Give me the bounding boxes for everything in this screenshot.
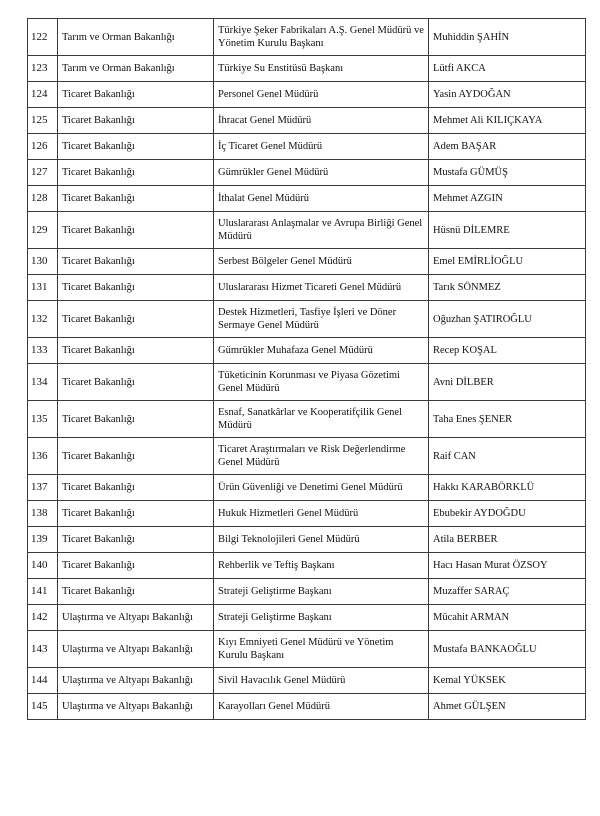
row-number: 141 <box>28 579 58 605</box>
ministry-cell: Ticaret Bakanlığı <box>58 301 214 338</box>
ministry-cell: Ticaret Bakanlığı <box>58 364 214 401</box>
name-cell: Mehmet Ali KILIÇKAYA <box>429 108 586 134</box>
row-number: 138 <box>28 501 58 527</box>
table-row <box>28 694 586 720</box>
position-cell: Ticaret Araştırmaları ve Risk Değerlendirme Genel Müdürü <box>214 438 429 475</box>
name-cell: Muhiddin ŞAHİN <box>429 19 586 56</box>
ministry-cell: Ticaret Bakanlığı <box>58 249 214 275</box>
table-row <box>28 19 586 56</box>
ministry-cell: Ticaret Bakanlığı <box>58 134 214 160</box>
table-row <box>28 82 586 108</box>
row-number: 126 <box>28 134 58 160</box>
name-cell: Kemal YÜKSEK <box>429 668 586 694</box>
row-number: 145 <box>28 694 58 720</box>
name-cell: Avni DİLBER <box>429 364 586 401</box>
row-number: 144 <box>28 668 58 694</box>
position-cell: Uluslararası Hizmet Ticareti Genel Müdürü <box>214 275 429 301</box>
name-cell: Yasin AYDOĞAN <box>429 82 586 108</box>
name-cell: Ebubekir AYDOĞDU <box>429 501 586 527</box>
position-cell: Bilgi Teknolojileri Genel Müdürü <box>214 527 429 553</box>
ministry-cell: Tarım ve Orman Bakanlığı <box>58 56 214 82</box>
table-row <box>28 438 586 475</box>
table-row <box>28 668 586 694</box>
ministry-cell: Ticaret Bakanlığı <box>58 108 214 134</box>
name-cell: Recep KOŞAL <box>429 338 586 364</box>
name-cell: Taha Enes ŞENER <box>429 401 586 438</box>
name-cell: Mustafa BANKAOĞLU <box>429 631 586 668</box>
position-cell: Ürün Güvenliği ve Denetimi Genel Müdürü <box>214 475 429 501</box>
table-row <box>28 160 586 186</box>
name-cell: Mücahit ARMAN <box>429 605 586 631</box>
name-cell: Hakkı KARABÖRKLÜ <box>429 475 586 501</box>
table-row <box>28 553 586 579</box>
position-cell: Rehberlik ve Teftiş Başkanı <box>214 553 429 579</box>
table-row <box>28 527 586 553</box>
position-cell: Sivil Havacılık Genel Müdürü <box>214 668 429 694</box>
position-cell: Türkiye Şeker Fabrikaları A.Ş. Genel Müdürü ve Yönetim Kurulu Başkanı <box>214 19 429 56</box>
position-cell: İhracat Genel Müdürü <box>214 108 429 134</box>
name-cell: Lütfi AKCA <box>429 56 586 82</box>
position-cell: Destek Hizmetleri, Tasfiye İşleri ve Döner Sermaye Genel Müdürü <box>214 301 429 338</box>
row-number: 125 <box>28 108 58 134</box>
row-number: 131 <box>28 275 58 301</box>
position-cell: Türkiye Su Enstitüsü Başkanı <box>214 56 429 82</box>
table-row <box>28 338 586 364</box>
row-number: 140 <box>28 553 58 579</box>
row-number: 137 <box>28 475 58 501</box>
ministry-cell: Ticaret Bakanlığı <box>58 501 214 527</box>
ministry-cell: Ticaret Bakanlığı <box>58 186 214 212</box>
ministry-cell: Ticaret Bakanlığı <box>58 160 214 186</box>
row-number: 136 <box>28 438 58 475</box>
row-number: 124 <box>28 82 58 108</box>
row-number: 129 <box>28 212 58 249</box>
ministry-cell: Tarım ve Orman Bakanlığı <box>58 19 214 56</box>
row-number: 130 <box>28 249 58 275</box>
ministry-cell: Ulaştırma ve Altyapı Bakanlığı <box>58 605 214 631</box>
ministry-cell: Ticaret Bakanlığı <box>58 338 214 364</box>
row-number: 128 <box>28 186 58 212</box>
ministry-cell: Ticaret Bakanlığı <box>58 82 214 108</box>
table-row <box>28 401 586 438</box>
row-number: 123 <box>28 56 58 82</box>
position-cell: Kıyı Emniyeti Genel Müdürü ve Yönetim Kurulu Başkanı <box>214 631 429 668</box>
table-row <box>28 212 586 249</box>
table-row <box>28 56 586 82</box>
ministry-cell: Ticaret Bakanlığı <box>58 553 214 579</box>
table-row <box>28 579 586 605</box>
row-number: 143 <box>28 631 58 668</box>
name-cell: Atila BERBER <box>429 527 586 553</box>
position-cell: Gümrükler Muhafaza Genel Müdürü <box>214 338 429 364</box>
name-cell: Muzaffer SARAÇ <box>429 579 586 605</box>
ministry-cell: Ulaştırma ve Altyapı Bakanlığı <box>58 631 214 668</box>
ministry-cell: Ticaret Bakanlığı <box>58 579 214 605</box>
ministry-cell: Ulaştırma ve Altyapı Bakanlığı <box>58 694 214 720</box>
name-cell: Hüsnü DİLEMRE <box>429 212 586 249</box>
ministry-cell: Ticaret Bakanlığı <box>58 401 214 438</box>
row-number: 134 <box>28 364 58 401</box>
table-row <box>28 108 586 134</box>
position-cell: Karayolları Genel Müdürü <box>214 694 429 720</box>
position-cell: İç Ticaret Genel Müdürü <box>214 134 429 160</box>
table-row <box>28 475 586 501</box>
table-row <box>28 275 586 301</box>
position-cell: Uluslararası Anlaşmalar ve Avrupa Birliği Genel Müdürü <box>214 212 429 249</box>
position-cell: Gümrükler Genel Müdürü <box>214 160 429 186</box>
name-cell: Emel EMİRLİOĞLU <box>429 249 586 275</box>
ministry-cell: Ticaret Bakanlığı <box>58 475 214 501</box>
row-number: 127 <box>28 160 58 186</box>
table-row <box>28 605 586 631</box>
ministry-cell: Ticaret Bakanlığı <box>58 438 214 475</box>
position-cell: Esnaf, Sanatkârlar ve Kooperatifçilik Genel Müdürü <box>214 401 429 438</box>
row-number: 142 <box>28 605 58 631</box>
ministry-cell: Ulaştırma ve Altyapı Bakanlığı <box>58 668 214 694</box>
name-cell: Adem BAŞAR <box>429 134 586 160</box>
name-cell: Raif CAN <box>429 438 586 475</box>
position-cell: Serbest Bölgeler Genel Müdürü <box>214 249 429 275</box>
row-number: 139 <box>28 527 58 553</box>
position-cell: Tüketicinin Korunması ve Piyasa Gözetimi Genel Müdürü <box>214 364 429 401</box>
row-number: 132 <box>28 301 58 338</box>
row-number: 122 <box>28 19 58 56</box>
name-cell: Mehmet AZGIN <box>429 186 586 212</box>
position-cell: İthalat Genel Müdürü <box>214 186 429 212</box>
name-cell: Ahmet GÜLŞEN <box>429 694 586 720</box>
name-cell: Oğuzhan ŞATIROĞLU <box>429 301 586 338</box>
ministry-cell: Ticaret Bakanlığı <box>58 275 214 301</box>
position-cell: Personel Genel Müdürü <box>214 82 429 108</box>
name-cell: Mustafa GÜMÜŞ <box>429 160 586 186</box>
table-row <box>28 301 586 338</box>
position-cell: Strateji Geliştirme Başkanı <box>214 605 429 631</box>
table-row <box>28 186 586 212</box>
table-row <box>28 501 586 527</box>
appointments-table <box>27 18 586 720</box>
table-row <box>28 134 586 160</box>
ministry-cell: Ticaret Bakanlığı <box>58 527 214 553</box>
table-row <box>28 631 586 668</box>
table-row <box>28 364 586 401</box>
row-number: 133 <box>28 338 58 364</box>
row-number: 135 <box>28 401 58 438</box>
position-cell: Strateji Geliştirme Başkanı <box>214 579 429 605</box>
ministry-cell: Ticaret Bakanlığı <box>58 212 214 249</box>
name-cell: Tarık SÖNMEZ <box>429 275 586 301</box>
position-cell: Hukuk Hizmetleri Genel Müdürü <box>214 501 429 527</box>
table-row <box>28 249 586 275</box>
name-cell: Hacı Hasan Murat ÖZSOY <box>429 553 586 579</box>
